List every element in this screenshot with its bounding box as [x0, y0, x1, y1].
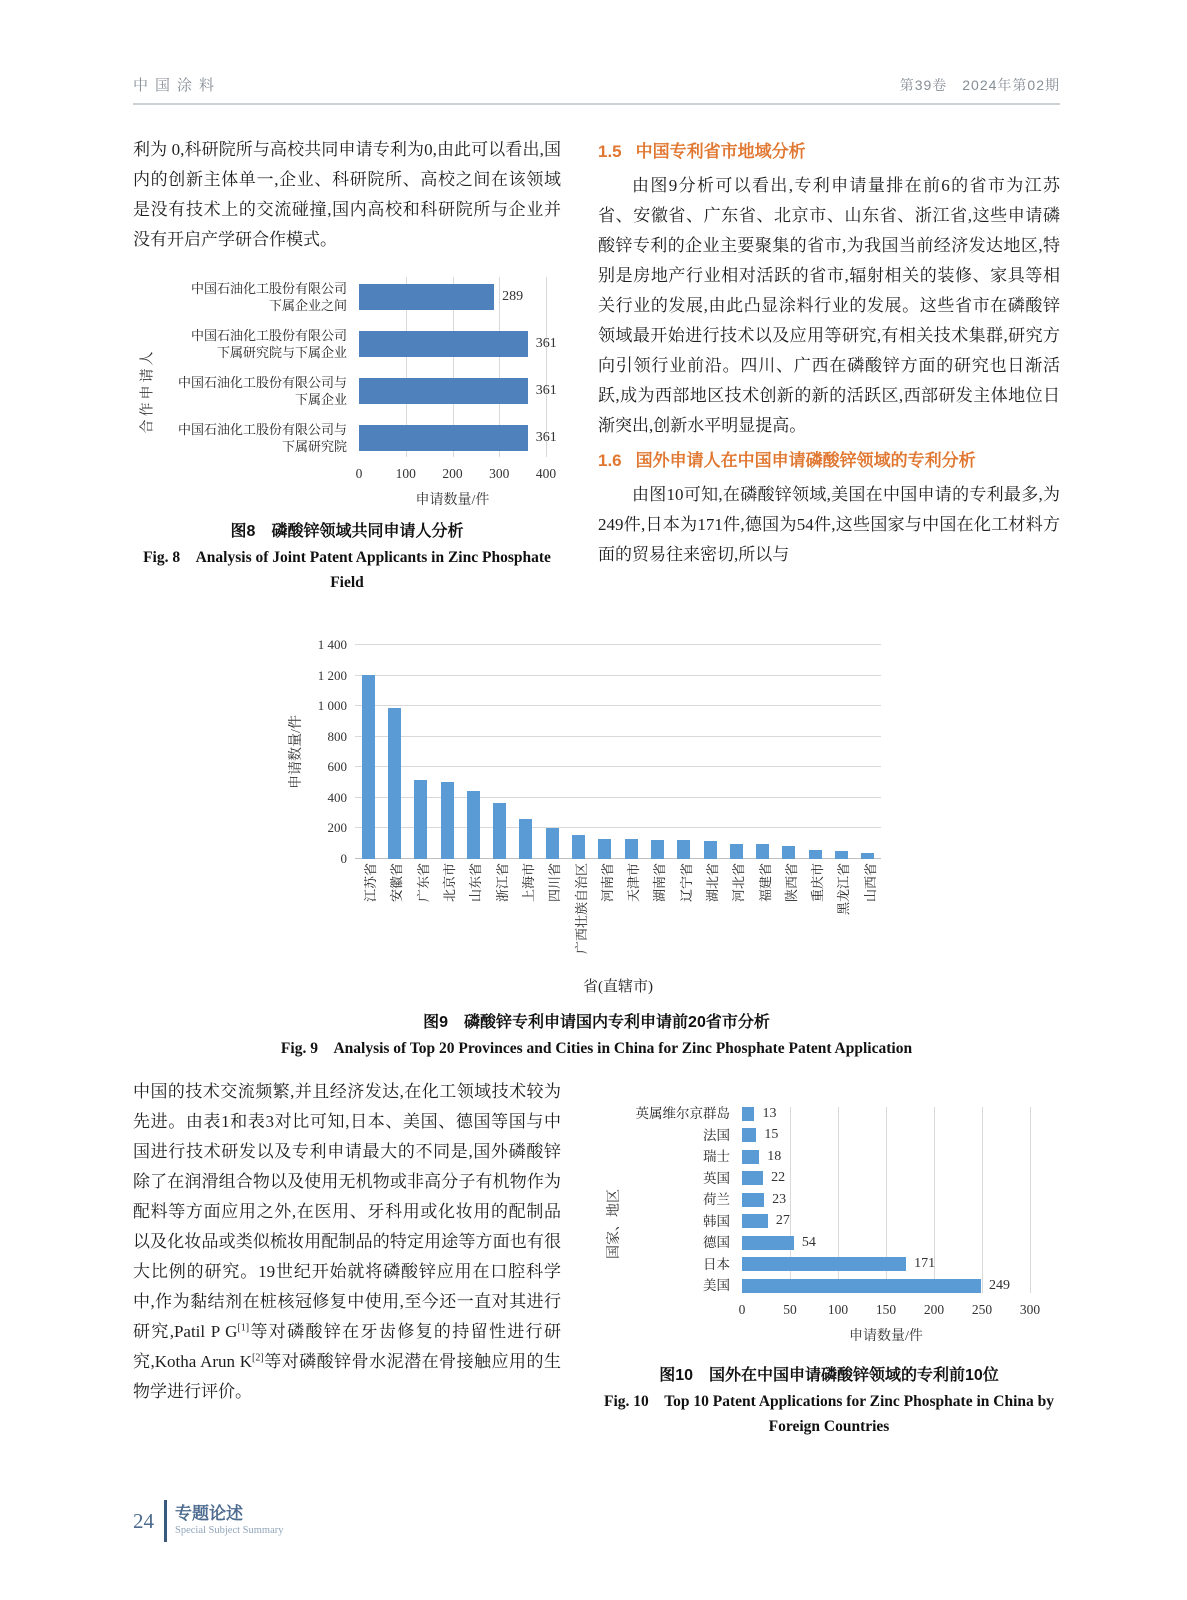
axis-tick-label: 0: [340, 851, 347, 866]
category-label: [408, 859, 434, 973]
hbar-body: [628, 1103, 1060, 1345]
bar: [651, 840, 664, 859]
chart-row: [628, 1168, 1060, 1190]
citation-ref-1: [1]: [237, 1322, 250, 1334]
axis-tick-label: 300: [1019, 1301, 1041, 1317]
category-label-line: 日本: [703, 1256, 730, 1272]
value-label: 361: [535, 382, 557, 398]
category-label-text: 福建省: [757, 863, 773, 903]
bar: [572, 835, 585, 859]
y-axis-title-cell: [283, 645, 307, 859]
footer-divider: [164, 1500, 167, 1542]
bar-track: [742, 1146, 1060, 1168]
y-axis-ticks: [307, 637, 355, 866]
category-label-text: 山东省: [468, 863, 484, 903]
figure8-caption-en: Fig. 8 Analysis of Joint Patent Applicants in Zinc Phosphate Field: [143, 549, 551, 591]
value-label: 361: [535, 429, 557, 445]
category-label-text: 陕西省: [783, 863, 799, 903]
category-label: [749, 859, 775, 973]
figure8-chart: [133, 273, 561, 595]
y-axis-title-cell: [133, 273, 159, 509]
category-label: [460, 859, 486, 973]
value-label: 22: [771, 1170, 786, 1186]
category-label: [671, 859, 697, 973]
bar-rows: [159, 273, 561, 461]
text-run: 中国的技术交流频繁,并且经济发达,在化工领域技术较为先进。由表1和表3对比可知,日本、美国、德国等国与中国进行技术研发以及专利申请最大的不同是,国外磷酸锌除了在润滑组合物以及使用无机物或非高分子有机物作为配料等方面应用之外,在医用、牙科用或化妆用的配制品以及化妆品或类似梳妆用配制品的特定用途等方面也有很大比例的研究。19世纪开始就将磷酸锌应用在口腔科学中,作为黏结剂在桩核冠修复中使用,至今还一直对其进行研究,Patil P G: [133, 1082, 561, 1341]
category-label-line: 下属企业: [294, 391, 347, 407]
bar: [359, 331, 557, 357]
category-label: [802, 859, 828, 973]
figure8-captions: [133, 519, 561, 595]
y-axis-title: 国家、地区: [607, 1188, 622, 1259]
upper-left-column: [133, 135, 561, 595]
bar: [441, 782, 454, 859]
category-label-text: 广西壮族自治区: [573, 863, 589, 955]
chart-row: [628, 1211, 1060, 1233]
bar: [742, 1127, 779, 1143]
axis-tick-label: 0: [355, 466, 363, 481]
bar: [467, 791, 480, 859]
category-label: [628, 1105, 742, 1122]
page-header: [133, 0, 1060, 105]
paragraph: 利为 0,科研院所与高校共同申请专利为0,由此可以看出,国内的创新主体单一,企业、科研院所、高校之间在该领域是没有技术上的交流碰撞,国内高校和科研院所与企业并没有开启产学研合作模式。: [133, 140, 561, 249]
chart-row: [159, 320, 561, 367]
axis-tick-label: 400: [535, 466, 557, 481]
figure8-plot-area: [133, 273, 561, 509]
category-label: [159, 421, 359, 455]
category-label: [565, 859, 591, 973]
bar: [742, 1148, 782, 1164]
figure8-caption-cn: 图8 磷酸锌领域共同申请人分析: [230, 523, 464, 540]
axis-tick-label: 300: [489, 466, 510, 481]
category-label-text: 湖南省: [652, 863, 668, 903]
footer-section-en: Special Subject Summary: [175, 1525, 284, 1536]
citation-ref-2: [2]: [252, 1352, 264, 1364]
x-axis-ticks: [355, 466, 557, 486]
paragraph: [133, 1077, 561, 1407]
upper-right-column: [598, 135, 1060, 595]
bar-track: [742, 1103, 1060, 1125]
category-label-text: 辽宁省: [678, 863, 694, 903]
bar-rows: [628, 1103, 1060, 1297]
axis-tick-label: 200: [442, 466, 463, 481]
text-run: 等对磷酸锌在牙齿修复的持留性进行研究,Kotha Arun K: [133, 1322, 561, 1371]
chart-row: [159, 367, 561, 414]
category-label-line: 中国石油化工股份有限公司与: [177, 374, 347, 390]
paragraph: 由图9分析可以看出,专利申请量排在前6的省市为江苏省、安徽省、广东省、北京市、山东省、浙江省,这些申请磷酸锌专利的企业主要聚集的省市,为我国当前经济发达地区,特别是房地产行业相对活跃的省市,辐射相关的装修、家具等相关行业的发展,由此凸显涂料行业的发展。这些省市在磷酸锌领域最开始进行技术以及应用等研究,有相关技术集群,研究方向引领行业前沿。四川、广西在磷酸锌方面的研究也日渐活跃,成为西部地区技术创新的新的活跃区,西部研发主体地位日渐突出,创新水平明显提高。: [598, 176, 1060, 435]
figure9-caption-cn: 图9 磷酸锌专利申请国内专利申请前20省市分析: [423, 1014, 770, 1031]
category-label: [381, 859, 407, 973]
category-label-line: 中国石油化工股份有限公司: [190, 280, 347, 296]
category-label: [592, 859, 618, 973]
bar: [742, 1256, 936, 1272]
category-label-text: 山西省: [862, 863, 878, 903]
category-label: [539, 859, 565, 973]
category-label-line: 德国: [703, 1235, 730, 1251]
category-label: [628, 1213, 742, 1230]
chart-row: [628, 1232, 1060, 1254]
category-label: [855, 859, 881, 973]
hbar-chart: [133, 273, 561, 509]
y-axis-title: 合作申请人: [140, 348, 155, 434]
category-label: [159, 374, 359, 408]
figure9-captions: [133, 1010, 1060, 1061]
axis-tick-label: 100: [827, 1301, 849, 1317]
x-axis-title: 申请数量/件: [849, 1328, 923, 1344]
bar: [359, 378, 557, 404]
chart-row: [628, 1254, 1060, 1276]
category-label: [628, 1234, 742, 1251]
bar: [742, 1277, 1011, 1293]
axis-tick-label: 600: [327, 759, 347, 775]
lower-left-column: [133, 1077, 561, 1439]
figure10-caption-cn: 图10 国外在中国申请磷酸锌领域的专利前10位: [659, 1366, 999, 1384]
figure10-caption-en: Fig. 10 Top 10 Patent Applications for Zinc Phosphate in China by Foreign Countries: [603, 1392, 1054, 1435]
category-label-line: 下属研究院与下属企业: [216, 344, 347, 360]
chart-row: [628, 1146, 1060, 1168]
y-axis-title-cell: [598, 1103, 628, 1345]
bar-track: [742, 1275, 1060, 1297]
value-label: 171: [914, 1256, 936, 1272]
category-label-text: 河南省: [599, 863, 615, 903]
category-label-text: 江苏省: [363, 863, 379, 903]
category-label: [776, 859, 802, 973]
value-label: 13: [762, 1105, 777, 1121]
text-run: 等对磷酸锌骨水泥潜在骨接触应用的生物学进行评价。: [133, 1352, 562, 1401]
bar: [742, 1213, 790, 1229]
value-label: 15: [764, 1127, 779, 1143]
value-label: 289: [502, 288, 524, 304]
category-label-line: 法国: [703, 1127, 730, 1143]
category-label-line: 英属维尔京群岛: [635, 1106, 730, 1122]
figure9-caption-en: Fig. 9 Analysis of Top 20 Provinces and Cities in China for Zinc Phosphate Patent Application: [280, 1040, 913, 1057]
chart-row: [159, 414, 561, 461]
section-heading-1-5: [598, 139, 1060, 165]
axis-tick-label: 1 000: [317, 698, 347, 714]
figure9-plot-area: [133, 637, 1060, 996]
category-label-line: 下属研究院: [281, 438, 347, 454]
hbar-chart: [598, 1103, 1060, 1345]
bar: [730, 844, 743, 859]
category-label-text: 上海市: [520, 863, 536, 903]
bar: [756, 844, 769, 859]
x-axis-title: 省(直辖市): [583, 979, 653, 995]
category-label-text: 广东省: [415, 863, 431, 903]
axis-tick-label: 150: [875, 1301, 897, 1317]
value-label: 23: [772, 1191, 787, 1207]
category-label-text: 安徽省: [389, 863, 405, 903]
value-label: 54: [801, 1234, 816, 1250]
category-label: [355, 859, 381, 973]
bar: [359, 284, 524, 310]
category-label: [723, 859, 749, 973]
axis-tick-label: 200: [923, 1301, 945, 1317]
category-label: [618, 859, 644, 973]
figure9-chart: [133, 637, 1060, 1061]
bar: [809, 850, 822, 859]
axis-tick-label: 800: [327, 728, 347, 744]
bar: [546, 828, 559, 859]
section-heading-1-6: [598, 448, 1060, 474]
category-label-text: 北京市: [442, 863, 458, 903]
axis-tick-label: 50: [783, 1301, 797, 1317]
bar: [742, 1170, 786, 1186]
category-label-line: 韩国: [703, 1213, 730, 1229]
issue-info: 第39卷 2024年第02期: [899, 77, 1060, 93]
category-label-line: 荷兰: [703, 1192, 730, 1208]
vbar-chart: [283, 637, 1060, 996]
section-title: 国外申请人在中国申请磷酸锌领域的专利分析: [635, 451, 976, 470]
axis-tick-label: 100: [395, 466, 416, 481]
category-label: [159, 280, 359, 314]
value-label: 18: [767, 1148, 782, 1164]
bar-track: [742, 1211, 1060, 1233]
category-label: [697, 859, 723, 973]
bar-track: [359, 320, 561, 367]
figure10-plot-area: [598, 1103, 1060, 1345]
category-label-text: 四川省: [547, 863, 563, 903]
bar: [625, 839, 638, 859]
category-label-line: 英国: [703, 1170, 730, 1186]
bar-track: [359, 367, 561, 414]
axis-tick-label: 1 200: [317, 667, 347, 683]
category-label: [628, 1148, 742, 1165]
value-label: 361: [535, 335, 557, 351]
category-label-text: 重庆市: [810, 863, 826, 903]
x-axis-labels: [355, 859, 881, 973]
bar-track: [359, 414, 561, 461]
category-label: [628, 1277, 742, 1294]
chart-row: [159, 273, 561, 320]
bar: [677, 840, 690, 859]
footer-section-cn: 专题论述: [175, 1504, 243, 1523]
hbar-body: [159, 273, 561, 509]
journal-title: 中国涂料: [133, 77, 222, 94]
figure10-chart: [598, 1077, 1060, 1439]
category-label-line: 中国石油化工股份有限公司与: [177, 421, 347, 437]
bar: [519, 819, 532, 859]
bar: [742, 1234, 816, 1250]
section-number: 1.6: [598, 451, 622, 470]
axis-tick-label: 250: [971, 1301, 993, 1317]
paragraph: 由图10可知,在磷酸锌领域,美国在中国申请的专利最多,为249件,日本为171件,德国为54件,这些国家与中国在化工材料方面的贸易往来密切,所以与: [598, 485, 1060, 564]
category-label: [159, 327, 359, 361]
category-label-line: 瑞士: [703, 1149, 730, 1165]
chart-row: [628, 1125, 1060, 1147]
category-label-line: 美国: [703, 1278, 730, 1294]
axis-tick-label: 1 400: [317, 637, 347, 652]
page-footer: [133, 1500, 283, 1542]
bar-track: [742, 1125, 1060, 1147]
category-label: [628, 1127, 742, 1144]
vbar-main: [355, 645, 881, 996]
x-axis-title: 申请数量/件: [415, 493, 490, 508]
bar-series: [355, 645, 881, 859]
bar-track: [359, 273, 561, 320]
axis-tick-label: 400: [327, 789, 347, 805]
category-label-text: 黑龙江省: [836, 863, 852, 916]
y-axis-title: 申请数量/件: [289, 715, 305, 789]
bar: [704, 841, 717, 859]
category-label: [513, 859, 539, 973]
bar: [414, 780, 427, 859]
bar-track: [742, 1168, 1060, 1190]
bar-track: [742, 1254, 1060, 1276]
category-label-text: 浙江省: [494, 863, 510, 903]
section-number: 1.5: [598, 142, 622, 161]
category-label: [486, 859, 512, 973]
bar: [742, 1105, 777, 1121]
category-label: [828, 859, 854, 973]
axis-tick-label: 200: [327, 820, 347, 836]
plot-area: [355, 645, 881, 859]
chart-row: [628, 1103, 1060, 1125]
bar: [782, 846, 795, 859]
bar: [359, 425, 557, 451]
category-label: [628, 1191, 742, 1208]
category-label: [644, 859, 670, 973]
bar: [598, 839, 611, 859]
bar: [388, 708, 401, 859]
figure10-captions: [598, 1363, 1060, 1439]
chart-row: [628, 1275, 1060, 1297]
category-label: [434, 859, 460, 973]
x-axis-ticks: [738, 1301, 1041, 1322]
category-label-text: 天津市: [626, 863, 642, 903]
category-label: [628, 1170, 742, 1187]
bar: [742, 1191, 787, 1207]
upper-columns: [133, 135, 1060, 595]
category-label-line: 中国石油化工股份有限公司: [190, 327, 347, 343]
category-label-text: 河北省: [731, 863, 747, 903]
bar: [493, 803, 506, 859]
footer-section: [175, 1504, 283, 1538]
axis-tick-label: 0: [738, 1301, 746, 1317]
bar-track: [742, 1232, 1060, 1254]
chart-row: [628, 1189, 1060, 1211]
category-label: [628, 1256, 742, 1273]
bar: [362, 675, 375, 859]
section-title: 中国专利省市地域分析: [635, 142, 806, 161]
category-label-line: 下属企业之间: [268, 297, 347, 313]
bar-track: [742, 1189, 1060, 1211]
page-number: 24: [133, 1508, 154, 1533]
bar: [835, 851, 848, 859]
category-label-text: 湖北省: [705, 863, 720, 903]
lower-columns: [133, 1077, 1060, 1439]
value-label: 27: [775, 1213, 790, 1229]
value-label: 249: [989, 1277, 1011, 1293]
